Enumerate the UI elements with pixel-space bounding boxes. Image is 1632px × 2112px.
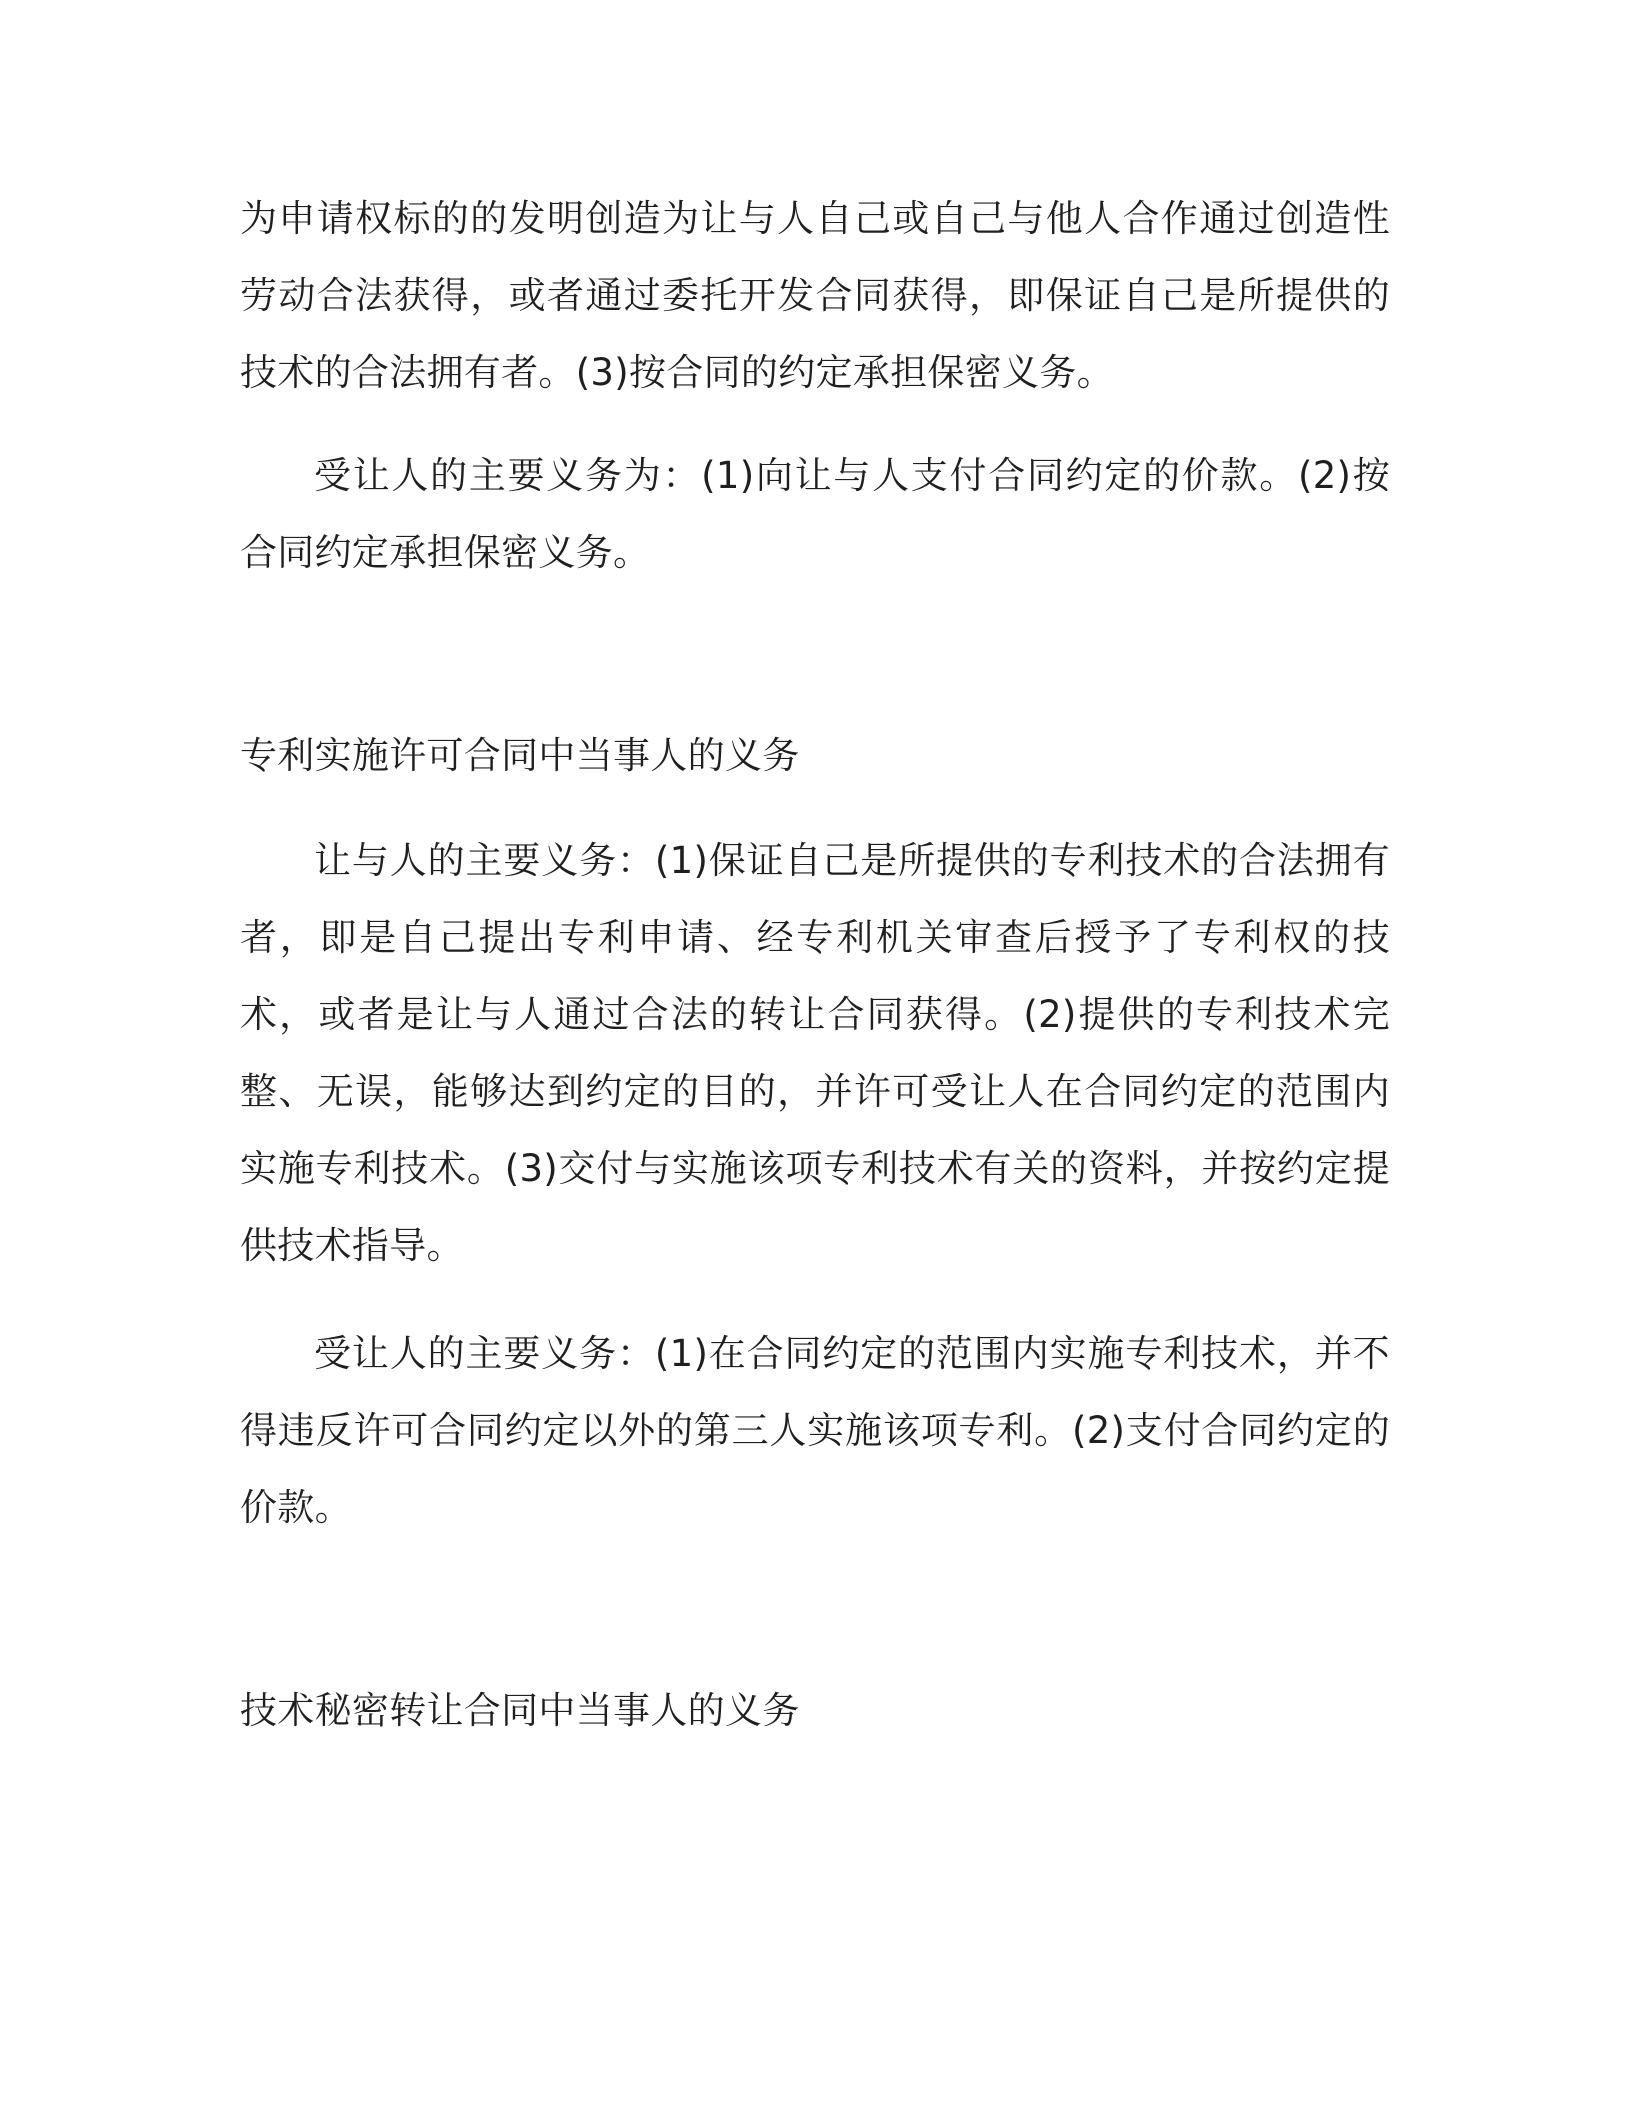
paragraph-license-transferor-obligations: 让与人的主要义务：(1)保证自己是所提供的专利技术的合法拥有者，即是自己提出专利申请、经专利机关审查后授予了专利权的技术，或者是让与人通过合法的转让合同获得。(2)提供的专利技术完整、无误，能够达到约定的目的，并许可受让人在合同约定的范围内实施专利技术。(3)交付与实施该项专利技术有关的资料，并按约定提供技术指导。 [240, 839, 1390, 1267]
section-heading-patent-license: 专利实施许可合同中当事人的义务 [240, 734, 800, 777]
paragraph-transferee-obligations: 受让人的主要义务为：(1)向让与人支付合同约定的价款。(2)按合同约定承担保密义务。 [240, 454, 1390, 574]
paragraph-transferor-obligations-continued: 为申请权标的的发明创造为让与人自己或自己与他人合作通过创造性劳动合法获得，或者通过委托开发合同获得，即保证自己是所提供的技术的合法拥有者。(3)按合同的约定承担保密义务。 [240, 197, 1390, 394]
section-heading-trade-secret: 技术秘密转让合同中当事人的义务 [240, 1689, 800, 1732]
paragraph-license-transferee-obligations: 受让人的主要义务：(1)在合同约定的范围内实施专利技术，并不得违反许可合同约定以外的第三人实施该项专利。(2)支付合同约定的价款。 [240, 1332, 1390, 1529]
